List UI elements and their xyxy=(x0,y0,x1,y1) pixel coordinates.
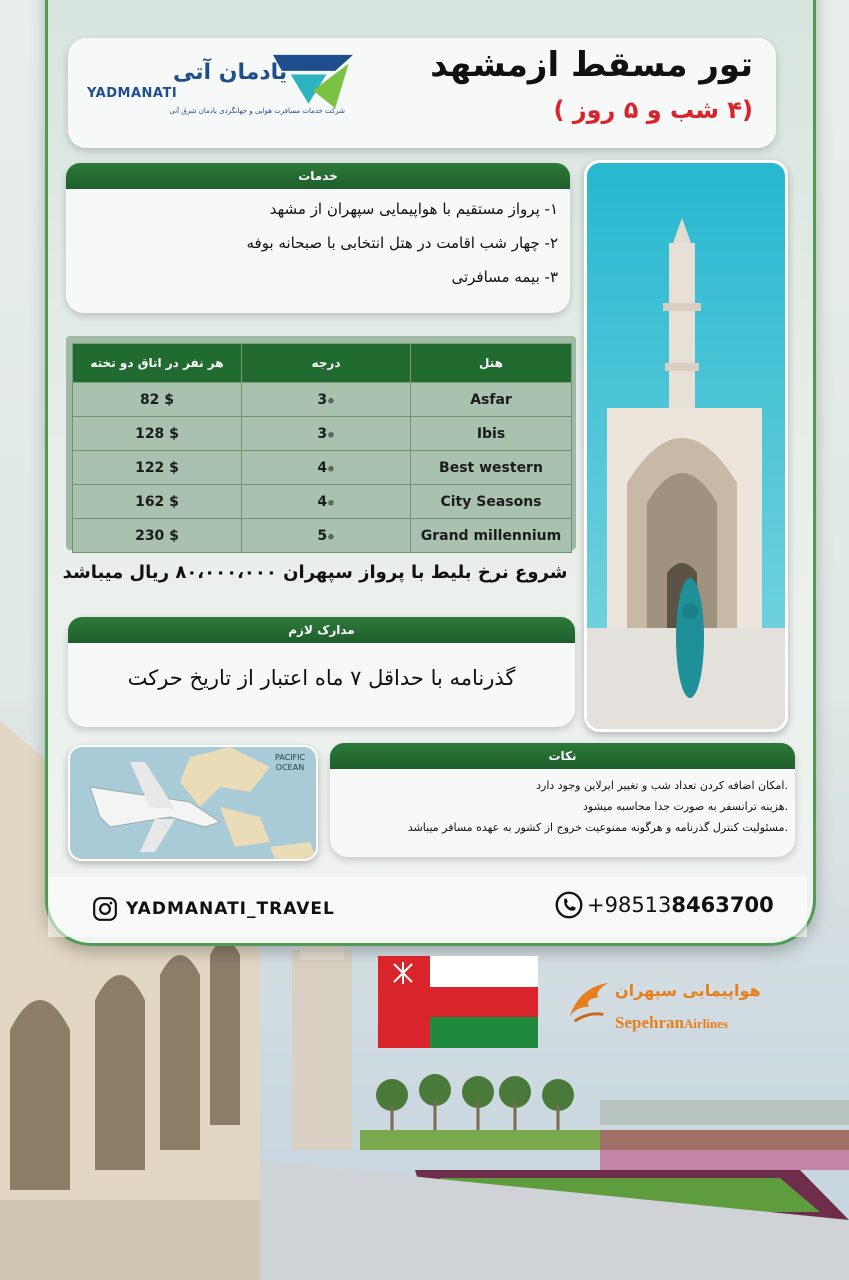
stars-value: 4 xyxy=(317,459,328,476)
note-item: .مسئولیت کنترل گذرنامه و هرگونه ممنوعیت خروج از کشور به عهده مسافر میباشد xyxy=(407,821,788,834)
sepehran-fa-name: هواپیمایی سپهران xyxy=(615,981,761,1000)
sepehran-en-main: Sepehran xyxy=(615,1013,684,1032)
stars-col-header: درجه xyxy=(242,344,411,383)
price-cell: 122 $ xyxy=(73,451,242,485)
stars-cell xyxy=(242,519,411,553)
instagram-contact[interactable] xyxy=(92,895,335,923)
documents-text: گذرنامه با حداقل ۷ ماه اعتبار از تاریخ حرکت xyxy=(127,666,516,690)
phone-main: 8463700 xyxy=(671,893,774,917)
hotel-cell: Ibis xyxy=(411,417,572,451)
logo-tagline: شرکت خدمات مسافرت هوایی و جهانگردی یادمان شرق آتی xyxy=(169,107,345,115)
instagram-icon xyxy=(92,896,118,922)
page-title: تور مسقط ازمشهد xyxy=(430,45,753,85)
stars-value: 4 xyxy=(317,493,328,510)
table-row xyxy=(73,383,572,417)
page-subtitle: (۴ شب و ۵ روز ) xyxy=(553,96,753,124)
sepehran-bird-icon xyxy=(565,977,613,1027)
hotel-col-header: هتل xyxy=(411,344,572,383)
table-row xyxy=(73,485,572,519)
map-plane-card xyxy=(68,745,318,861)
note-item: .هزینه ترانسفر به صورت جدا محاسبه میشود xyxy=(583,800,788,813)
hotel-cell: Grand millennium xyxy=(411,519,572,553)
service-item: ۱- پرواز مستقیم با هواپیمایی سپهران از مشهد xyxy=(269,200,558,218)
price-col-header: هر نفر در اتاق دو تخته xyxy=(73,344,242,383)
table-row xyxy=(73,417,572,451)
star-icon: ✵ xyxy=(327,532,335,543)
mosque-photo-card xyxy=(584,160,788,732)
table-row xyxy=(73,451,572,485)
stars-value: 3 xyxy=(317,391,328,408)
hotel-cell: Best western xyxy=(411,451,572,485)
services-heading: خدمات xyxy=(66,163,570,189)
sepehran-en-name xyxy=(615,1013,728,1033)
stars-value: 5 xyxy=(317,527,328,544)
documents-heading: مدارک لازم xyxy=(68,617,575,643)
star-icon: ✵ xyxy=(327,396,335,407)
yadmanati-logo xyxy=(85,52,360,127)
price-cell: 162 $ xyxy=(73,485,242,519)
map-ocean-label: PACIFIC OCEAN xyxy=(274,753,306,772)
oman-flag xyxy=(378,956,538,1048)
price-table-header-row xyxy=(73,344,572,383)
table-row xyxy=(73,519,572,553)
star-icon: ✵ xyxy=(327,430,335,441)
stars-cell xyxy=(242,383,411,417)
sepehran-en-suffix: Airlines xyxy=(683,1016,729,1031)
price-table xyxy=(72,343,572,553)
star-icon: ✵ xyxy=(327,498,335,509)
logo-en-name: YADMANATI xyxy=(87,86,178,101)
phone-contact[interactable] xyxy=(555,890,774,920)
logo-fa-name: یادمان آتی xyxy=(173,60,288,85)
hotel-cell: City Seasons xyxy=(411,485,572,519)
phone-prefix: +98513 xyxy=(587,893,672,917)
stars-value: 3 xyxy=(317,425,328,442)
ticket-price-note: شروع نرخ بلیط با پرواز سپهران ۸۰،۰۰۰،۰۰۰ ریال میباشد xyxy=(62,562,568,583)
price-cell: 128 $ xyxy=(73,417,242,451)
mosque-photo xyxy=(587,163,785,729)
price-cell: 230 $ xyxy=(73,519,242,553)
notes-list xyxy=(340,779,788,842)
star-icon: ✵ xyxy=(327,464,335,475)
stars-cell xyxy=(242,451,411,485)
stars-cell xyxy=(242,485,411,519)
stars-cell xyxy=(242,417,411,451)
service-item: ۲- چهار شب اقامت در هتل انتخابی با صبحانه بوفه xyxy=(246,234,558,252)
note-item: .امکان اضافه کردن تعداد شب و تغییر ایرلاین وجود دارد xyxy=(536,779,788,792)
instagram-handle: YADMANATI_TRAVEL xyxy=(126,899,335,919)
hotel-cell: Asfar xyxy=(411,383,572,417)
services-list xyxy=(80,200,558,302)
notes-heading: نکات xyxy=(330,743,795,769)
sepehran-airlines-logo xyxy=(565,975,761,1045)
service-item: ۳- بیمه مسافرتی xyxy=(451,268,558,286)
price-cell: 82 $ xyxy=(73,383,242,417)
phone-icon xyxy=(555,891,583,919)
